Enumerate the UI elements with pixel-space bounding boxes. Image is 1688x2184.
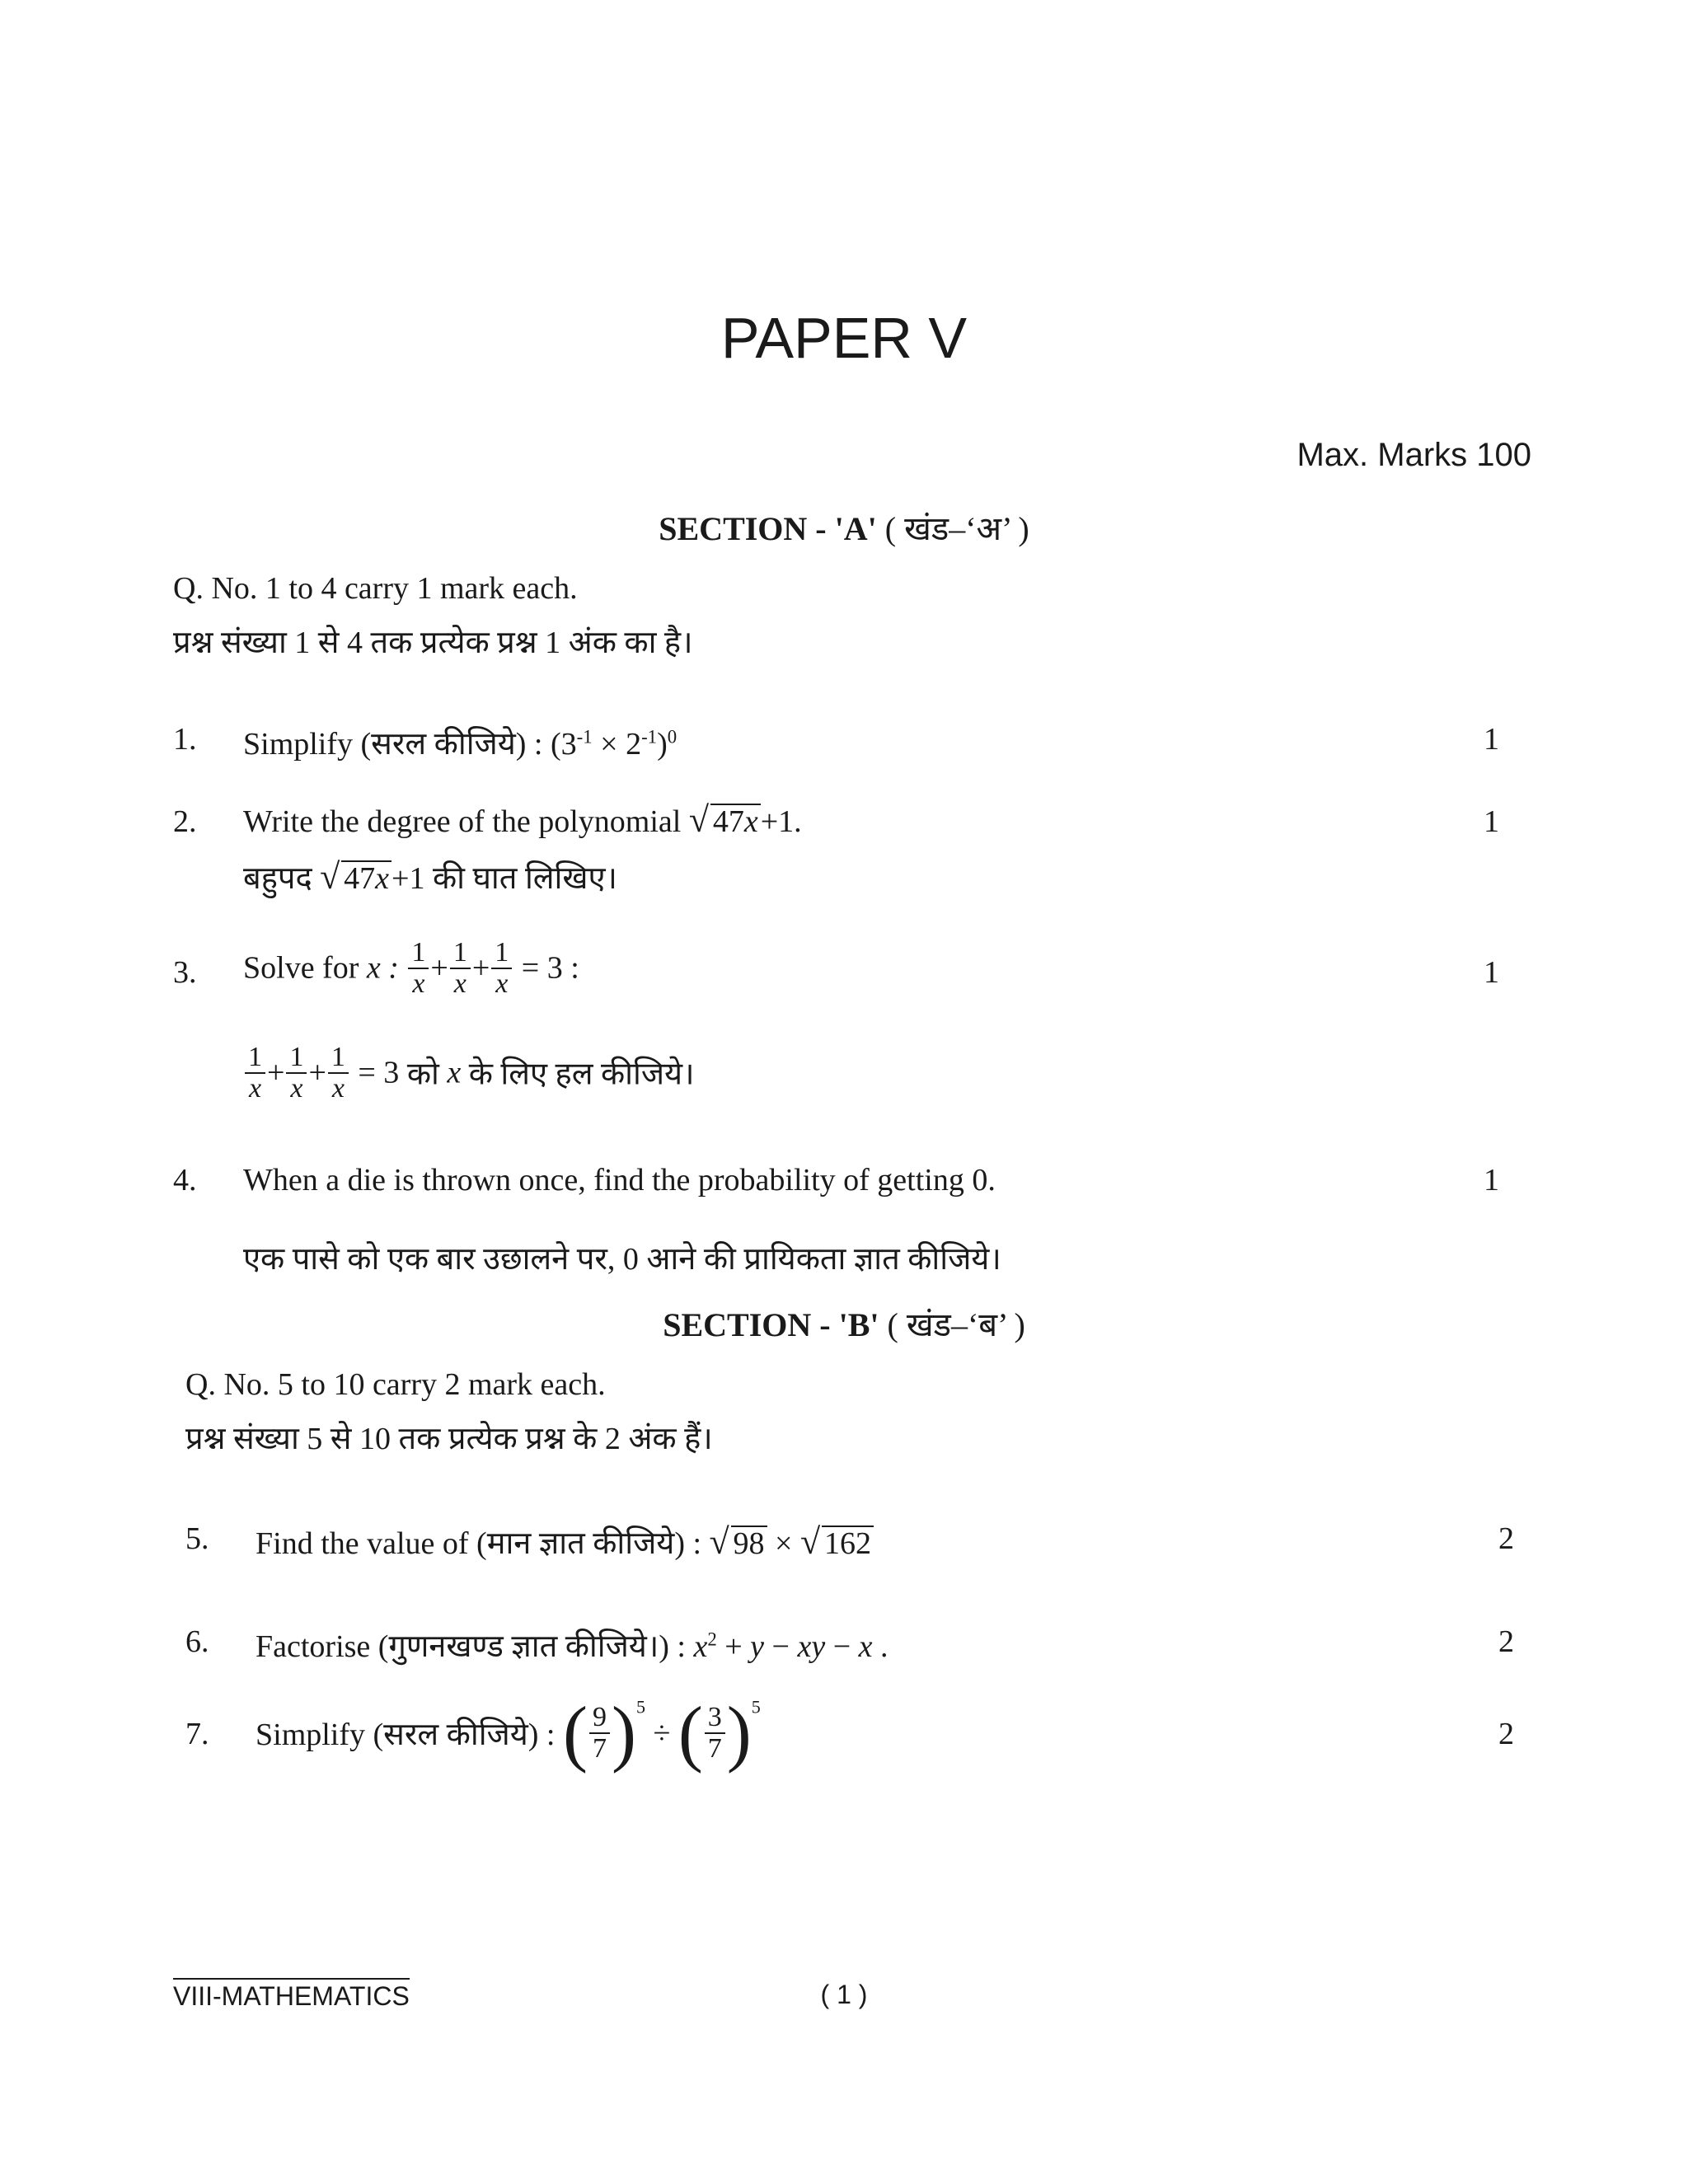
section-b-heading <box>0 1301 1688 1346</box>
question-3: Solve for x : $\frac{1}{x}$ + $\frac{1}{x}$ + $\frac{1}{x}$ = 3 : <box>243 937 579 999</box>
question-1 <box>243 721 677 764</box>
fraction: $\frac{1}{x}$ <box>491 938 512 998</box>
expression: √ 47x+1 <box>320 856 425 897</box>
question-2 <box>243 799 802 840</box>
question-number: 1. <box>173 722 197 757</box>
expression: √ 98 × √ 162 <box>710 1526 874 1561</box>
question-number: 3. <box>173 955 197 990</box>
expression: $(3^{-1} \times 2^{-1})^0$ <box>550 726 678 762</box>
fraction: $\frac{1}{x}$ <box>450 938 471 998</box>
page-number: ( 1 ) <box>820 1980 868 2009</box>
fraction: $\frac{1}{x}$ <box>408 938 429 998</box>
question-number: 6. <box>185 1624 209 1659</box>
question-4-hi: एक पासे को एक बार उछालने पर, 0 आने की प्रायिकता ज्ञात कीजिये। <box>243 1242 1001 1277</box>
fraction: $\frac{1}{x}$ <box>245 1043 265 1103</box>
max-marks: Max. Marks 100 <box>1296 437 1531 473</box>
question-text-hi: को <box>406 1057 439 1092</box>
question-2-hi <box>243 855 617 898</box>
question-mark: 2 <box>1498 1624 1514 1659</box>
question-mark: 1 <box>1484 1163 1499 1197</box>
question-text: Write the degree of the polynomial <box>243 804 682 839</box>
question-text: Factorise (गुणनखण्ड ज्ञात कीजिये।) : <box>256 1629 686 1664</box>
question-number: 2. <box>173 804 197 839</box>
question-3-hi: $\frac{1}{x}$ + $\frac{1}{x}$ + $\frac{1}{x}$ = 3 को x के लिए हल कीजिये। <box>243 1043 694 1103</box>
question-text: Simplify (सरल कीजिये) : <box>243 727 543 762</box>
question-7 <box>256 1692 761 1774</box>
question-text-hi-pre: बहुपद <box>243 861 312 896</box>
question-number: 5. <box>185 1521 209 1556</box>
section-a-instruction-hi: प्रश्न संख्या 1 से 4 तक प्रत्येक प्रश्न 1 अंक का है। <box>173 626 693 660</box>
section-b-heading-en: SECTION - 'B' <box>663 1306 879 1343</box>
question-mark: 1 <box>1484 955 1499 990</box>
paper-title: PAPER V <box>720 306 968 370</box>
expression: x : <box>366 950 407 986</box>
section-b-instruction-hi: प्रश्न संख्या 5 से 10 तक प्रत्येक प्रश्न के 2 अंक हैं। <box>185 1422 713 1456</box>
expression: $x^2 + y$ − xy − x . <box>693 1629 889 1664</box>
fraction: $\frac{1}{x}$ <box>328 1043 349 1103</box>
section-a-heading-en: SECTION - 'A' <box>659 510 877 547</box>
question-4: When a die is thrown once, find the probability of getting 0. <box>243 1163 996 1197</box>
question-mark: 2 <box>1498 1717 1514 1751</box>
section-a-heading <box>0 504 1688 550</box>
question-text: Solve for <box>243 950 359 986</box>
question-mark: 2 <box>1498 1521 1514 1556</box>
fraction: $\frac{1}{x}$ <box>286 1043 307 1103</box>
section-b-instruction-en: Q. No. 5 to 10 carry 2 mark each. <box>185 1367 606 1402</box>
section-b-heading-hi: ( खंड–‘ब’ ) <box>887 1306 1025 1343</box>
question-number: 7. <box>185 1717 209 1751</box>
expression: √ 47x+1. <box>688 799 802 840</box>
question-5 <box>256 1521 874 1563</box>
question-text: Simplify (सरल कीजिये) : <box>256 1718 556 1752</box>
section-a-instruction-en: Q. No. 1 to 4 carry 1 mark each. <box>173 571 578 606</box>
question-text: Find the value of (मान ज्ञात कीजिये) : <box>256 1526 702 1561</box>
section-a-heading-hi: ( खंड–‘अ’ ) <box>884 510 1029 547</box>
footer-subject: VIII-MATHEMATICS <box>173 1978 410 2012</box>
question-number: 4. <box>173 1163 197 1197</box>
question-text-hi-post: की घात लिखिए। <box>432 861 617 896</box>
question-text-hi-post: के लिए हल कीजिये। <box>468 1057 695 1092</box>
question-6 <box>256 1624 889 1666</box>
question-mark: 1 <box>1484 722 1499 757</box>
question-mark: 1 <box>1484 804 1499 839</box>
expression: ( $\frac{9}{7}$ )$^5$ ÷ ( $\frac{3}{7}$ )$^5$ <box>562 1692 761 1774</box>
